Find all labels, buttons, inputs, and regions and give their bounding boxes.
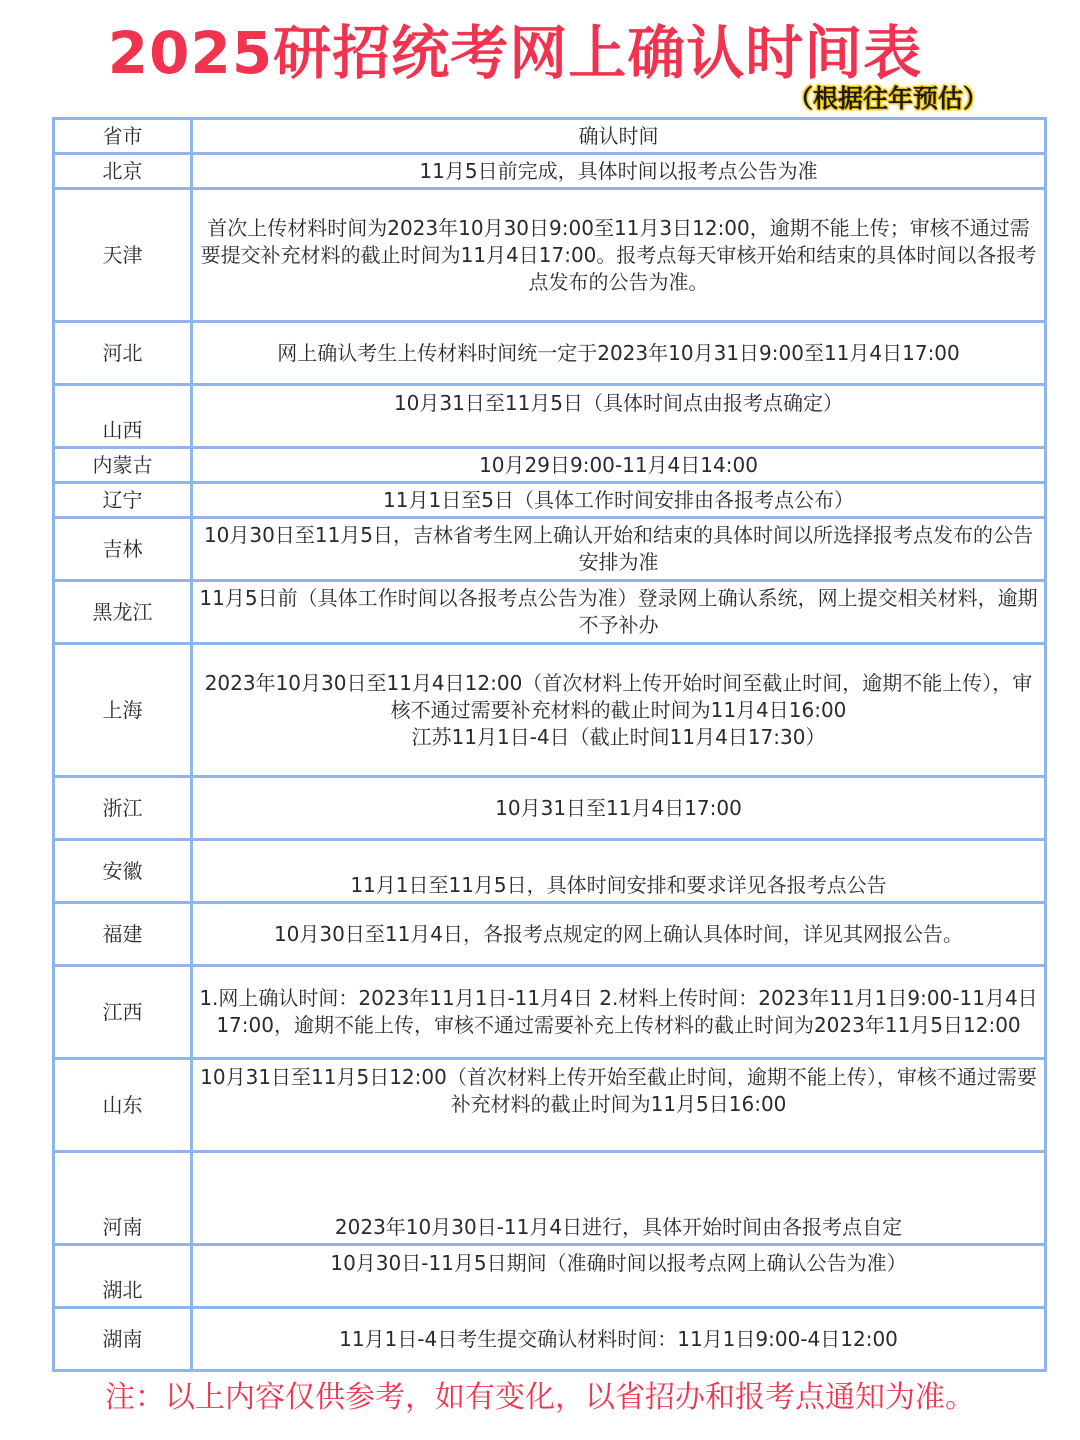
table-row (54, 1059, 1046, 1152)
time-cell: 2023年10月30日-11月4日进行，具体开始时间由各报考点自定 (192, 1152, 1046, 1245)
province-cell: 福建 (54, 903, 192, 966)
time-cell: 10月31日至11月5日12:00（首次材料上传开始至截止时间，逾期不能上传），审核不通过需要补充材料的截止时间为11月5日16:00 (192, 1059, 1046, 1152)
table-row (54, 644, 1046, 777)
table-row (54, 581, 1046, 644)
province-cell: 安徽 (54, 840, 192, 903)
time-cell: 11月1日至11月5日，具体时间安排和要求详见各报考点公告 (192, 840, 1046, 903)
province-cell: 黑龙江 (54, 581, 192, 644)
page-title: 2025研招统考网上确认时间表 (107, 19, 923, 87)
province-cell: 湖南 (54, 1308, 192, 1371)
time-text-extra: 江苏11月1日-4日（截止时间11月4日17:30） (411, 724, 826, 749)
time-cell: 10月30日至11月4日，各报考点规定的网上确认具体时间，详见其网报公告。 (192, 903, 1046, 966)
time-cell: 11月1日-4日考生提交确认材料时间：11月1日9:00-4日12:00 (192, 1308, 1046, 1371)
province-cell: 山西 (54, 385, 192, 448)
column-header-time: 确认时间 (192, 119, 1046, 154)
page-subtitle: （根据往年预估） (787, 84, 988, 113)
table-row (54, 1308, 1046, 1371)
schedule-table (52, 117, 1047, 1372)
time-cell: 1.网上确认时间：2023年11月1日-11月4日 2.材料上传时间：2023年11月1日9:00-11月4日17:00，逾期不能上传，审核不通过需要补充上传材料的截止时间为2023年11月5日12:00 (192, 966, 1046, 1059)
province-cell: 湖北 (54, 1245, 192, 1308)
time-cell: 网上确认考生上传材料时间统一定于2023年10月31日9:00至11月4日17:00 (192, 322, 1046, 385)
time-cell: 10月29日9:00-11月4日14:00 (192, 448, 1046, 483)
province-cell: 江西 (54, 966, 192, 1059)
province-cell: 天津 (54, 189, 192, 322)
province-cell: 上海 (54, 644, 192, 777)
table-row (54, 903, 1046, 966)
table-row (54, 189, 1046, 322)
time-cell: 11月5日前完成，具体时间以报考点公告为准 (192, 154, 1046, 189)
time-cell: 10月30日-11月5日期间（准确时间以报考点网上确认公告为准） (192, 1245, 1046, 1308)
province-cell: 内蒙古 (54, 448, 192, 483)
province-cell: 吉林 (54, 518, 192, 581)
table-row (54, 1152, 1046, 1245)
table-header-row (54, 119, 1046, 154)
province-cell: 浙江 (54, 777, 192, 840)
table-row (54, 518, 1046, 581)
time-cell: 11月5日前（具体工作时间以各报考点公告为准）登录网上确认系统，网上提交相关材料，逾期不予补办 (192, 581, 1046, 644)
table-row (54, 1245, 1046, 1308)
province-cell: 河北 (54, 322, 192, 385)
province-cell: 河南 (54, 1152, 192, 1245)
table-row (54, 385, 1046, 448)
province-cell: 山东 (54, 1059, 192, 1152)
time-cell: 11月1日至5日（具体工作时间安排由各报考点公布） (192, 483, 1046, 518)
table-row (54, 966, 1046, 1059)
time-cell: 10月31日至11月4日17:00 (192, 777, 1046, 840)
table-row (54, 154, 1046, 189)
table-row (54, 322, 1046, 385)
time-cell: 10月31日至11月5日（具体时间点由报考点确定） (192, 385, 1046, 448)
footer-note: 注：以上内容仅供参考，如有变化，以省招办和报考点通知为准。 (105, 1380, 975, 1415)
column-header-province: 省市 (54, 119, 192, 154)
province-cell: 北京 (54, 154, 192, 189)
table-row (54, 448, 1046, 483)
time-cell: 10月30日至11月5日，吉林省考生网上确认开始和结束的具体时间以所选择报考点发布的公告安排为准 (192, 518, 1046, 581)
time-cell (192, 644, 1046, 777)
province-cell: 辽宁 (54, 483, 192, 518)
table-row (54, 840, 1046, 903)
table-row (54, 483, 1046, 518)
time-text: 2023年10月30日至11月4日12:00（首次材料上传开始时间至截止时间，逾期不能上传），审核不通过需要补充材料的截止时间为11月4日16:00 (204, 670, 1033, 722)
time-cell: 首次上传材料时间为2023年10月30日9:00至11月3日12:00，逾期不能上传；审核不通过需要提交补充材料的截止时间为11月4日17:00。报考点每天审核开始和结束的具体时间以各报考点发布的公告为准。 (192, 189, 1046, 322)
table-row (54, 777, 1046, 840)
